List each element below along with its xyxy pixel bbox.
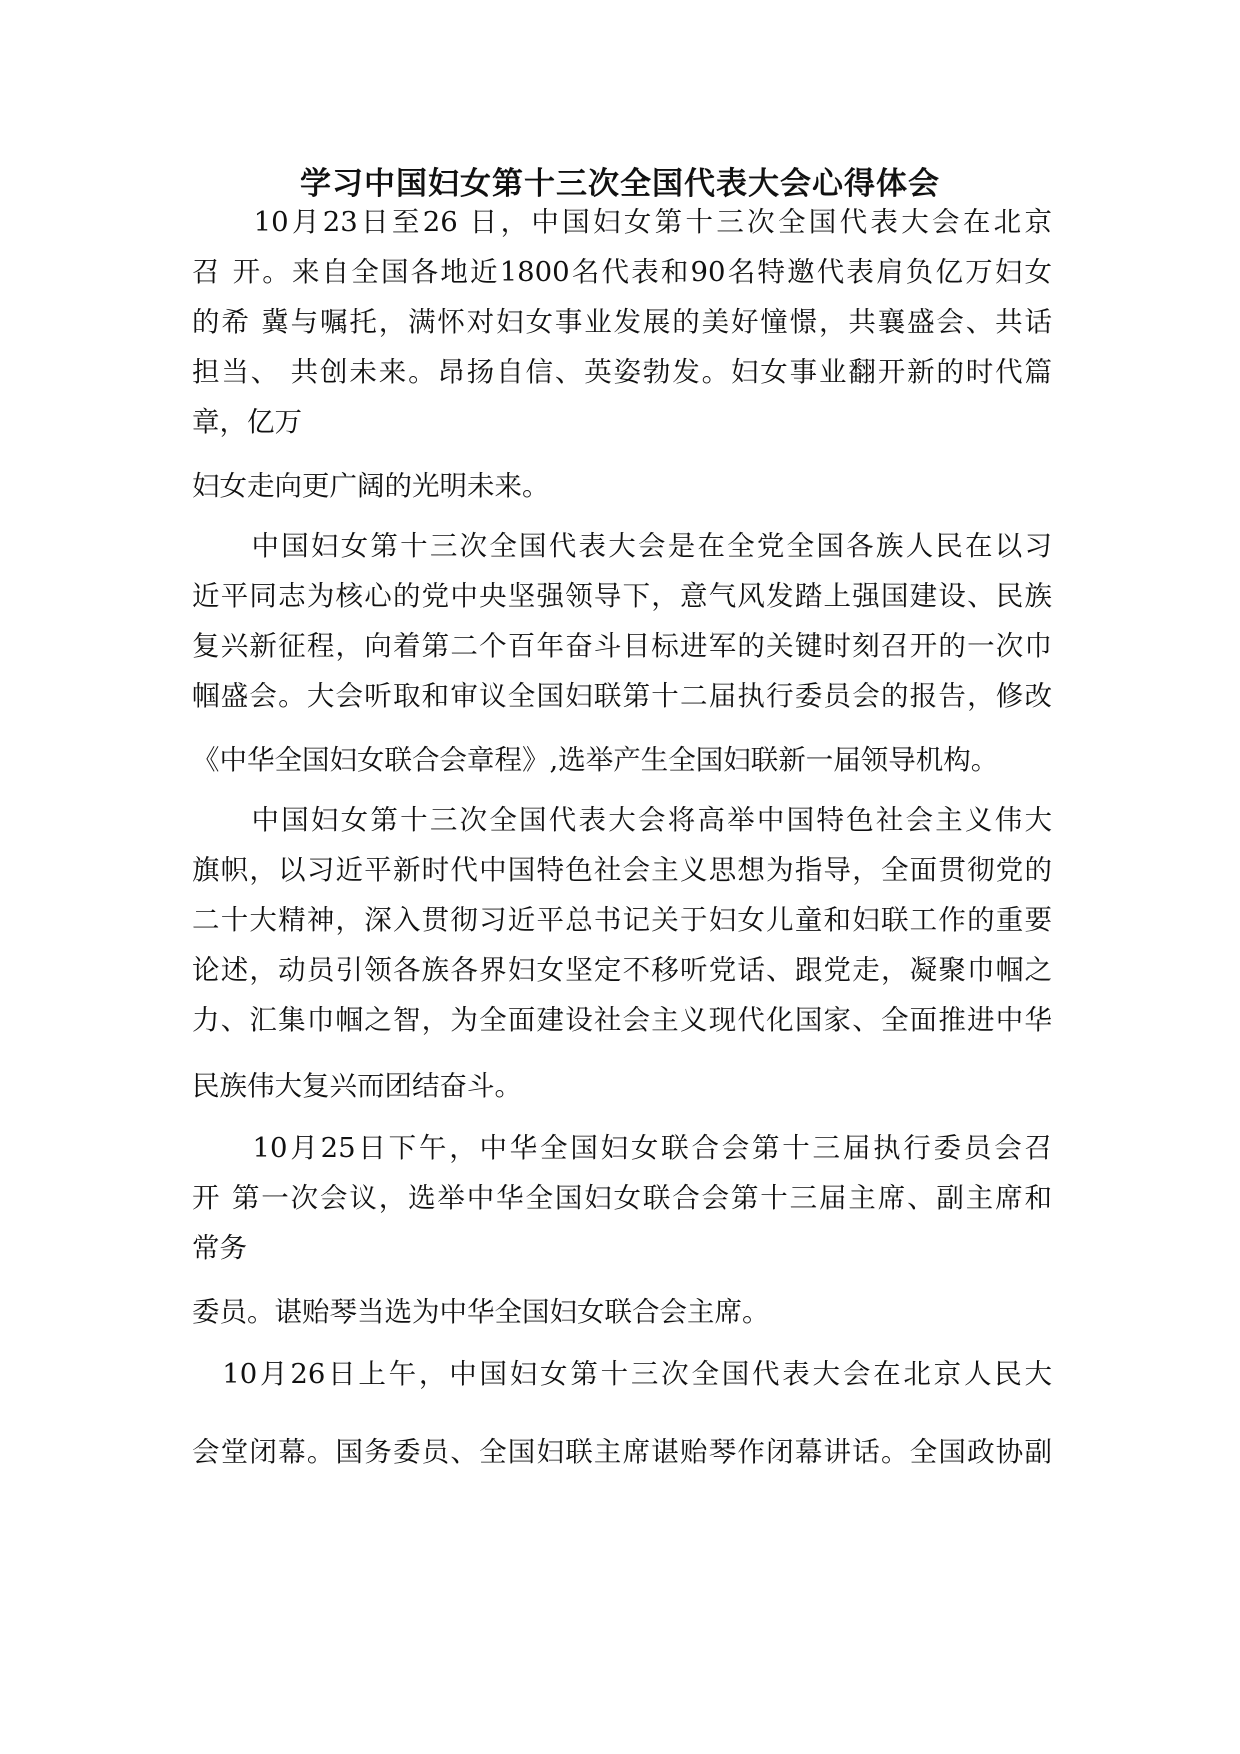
body-line: 力、汇集巾帼之智，为全面建设社会主义现代化国家、全面推进中华	[192, 1004, 1052, 1036]
body-line: 开 第一次会议，选举中华全国妇女联合会第十三届主席、副主席和	[192, 1182, 1052, 1214]
body-line: 复兴新征程，向着第二个百年奋斗目标进军的关键时刻召开的一次巾	[192, 630, 1052, 662]
body-line: 民族伟大复兴而团结奋斗。	[192, 1070, 522, 1102]
body-line: 帼盛会。大会听取和审议全国妇联第十二届执行委员会的报告，修改	[192, 680, 1052, 712]
body-line: 会堂闭幕。国务委员、全国妇联主席谌贻琴作闭幕讲话。全国政协副	[192, 1436, 1052, 1468]
body-line: 中国妇女第十三次全国代表大会将高举中国特色社会主义伟大	[192, 804, 1052, 836]
body-line: 10月26日上午，中国妇女第十三次全国代表大会在北京人民大	[192, 1358, 1052, 1390]
body-line: 委员。谌贻琴当选为中华全国妇女联合会主席。	[192, 1296, 770, 1328]
body-line: 旗帜，以习近平新时代中国特色社会主义思想为指导，全面贯彻党的	[192, 854, 1052, 886]
body-line: 《中华全国妇女联合会章程》,选举产生全国妇联新一届领导机构。	[192, 744, 999, 776]
body-line: 担当、 共创未来。昂扬自信、英姿勃发。妇女事业翻开新的时代篇	[192, 356, 1052, 388]
body-line: 10月23日至26 日，中国妇女第十三次全国代表大会在北京	[192, 206, 1052, 238]
body-line: 妇女走向更广阔的光明未来。	[192, 470, 550, 502]
body-line: 10月25日下午，中华全国妇女联合会第十三届执行委员会召	[192, 1132, 1052, 1164]
document-title: 学习中国妇女第十三次全国代表大会心得体会	[300, 166, 940, 202]
body-line: 召 开。来自全国各地近1800名代表和90名特邀代表肩负亿万妇女	[192, 256, 1052, 288]
body-line: 中国妇女第十三次全国代表大会是在全党全国各族人民在以习	[192, 530, 1052, 562]
body-line: 近平同志为核心的党中央坚强领导下，意气风发踏上强国建设、民族	[192, 580, 1052, 612]
body-line: 的希 冀与嘱托，满怀对妇女事业发展的美好憧憬，共襄盛会、共话	[192, 306, 1052, 338]
body-line: 二十大精神，深入贯彻习近平总书记关于妇女儿童和妇联工作的重要	[192, 904, 1052, 936]
body-line: 常务	[192, 1232, 247, 1264]
body-line: 章，亿万	[192, 406, 302, 438]
body-line: 论述，动员引领各族各界妇女坚定不移听党话、跟党走，凝聚巾帼之	[192, 954, 1052, 986]
